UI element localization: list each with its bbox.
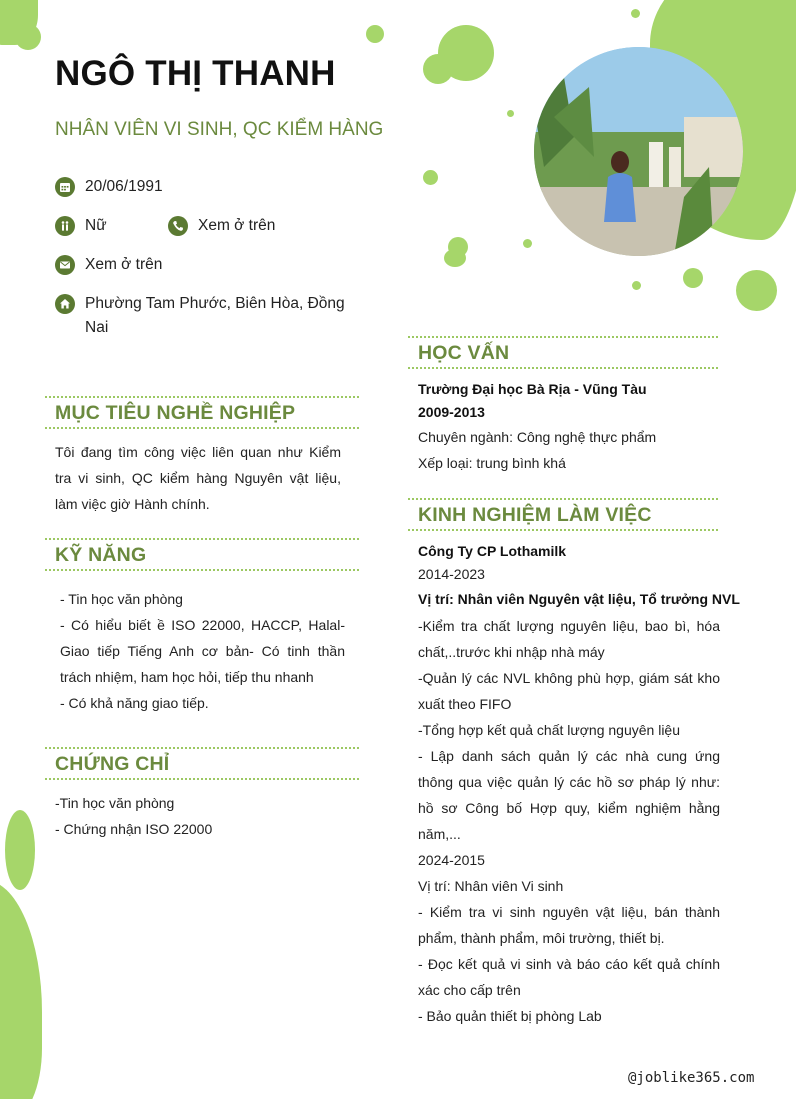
education-years: 2009-2013: [418, 404, 485, 420]
decor-blob-bottom-left: [5, 810, 35, 890]
experience-period: 2014-2023: [418, 566, 485, 582]
school-name: Trường Đại học Bà Rịa - Vũng Tàu: [418, 381, 647, 397]
skill-item: - Có khả năng giao tiếp.: [60, 695, 209, 711]
phone-value: Xem ở trên: [198, 217, 276, 234]
photo-illustration: [534, 47, 743, 256]
decor-dot: [523, 239, 532, 248]
gender-row: [55, 214, 107, 238]
decor-dot: [631, 9, 640, 18]
divider: [408, 529, 718, 531]
email-value: Xem ở trên: [85, 256, 163, 273]
certificate-item: - Chứng nhận ISO 22000: [55, 821, 213, 837]
duty-item: -Kiểm tra chất lượng nguyên liệu, bao bì, hóa chất,..trước khi nhập nhà máy: [418, 618, 720, 660]
decor-dot: [683, 268, 703, 288]
education-title: HỌC VẤN: [418, 342, 510, 364]
email-row: [55, 253, 162, 277]
certificates-list: [55, 790, 345, 842]
divider: [45, 396, 359, 398]
education-major: Chuyên ngành: Công nghệ thực phẩm: [418, 429, 657, 445]
birthday-row: [55, 175, 163, 199]
skills-title: KỸ NĂNG: [55, 544, 147, 566]
duty-item: -Quản lý các NVL không phù hợp, giám sát kho xuất theo FIFO: [418, 670, 720, 712]
divider: [45, 778, 359, 780]
certificates-title: CHỨNG CHỈ: [55, 753, 170, 775]
decor-dot: [507, 110, 514, 117]
address-row: [55, 292, 355, 340]
job-title: NHÂN VIÊN VI SINH, QC KIỂM HÀNG: [55, 119, 384, 140]
decor-dot: [423, 170, 438, 185]
skill-item: - Tin học văn phòng: [60, 591, 183, 607]
decor-blob-bottom-left: [0, 880, 42, 1099]
gender-icon: [55, 216, 75, 236]
decor-dot: [632, 281, 641, 290]
experience-position: Vị trí: Nhân viên Vi sinh: [418, 878, 564, 894]
skills-list: [60, 586, 345, 716]
company-name: Công Ty CP Lothamilk: [418, 543, 567, 559]
envelope-icon: [55, 255, 75, 275]
duty-item: - Bảo quản thiết bị phòng Lab: [418, 1008, 602, 1024]
duty-item: - Đọc kết quả vi sinh và báo cáo kết quả chính xác cho cấp trên: [418, 956, 720, 998]
experience-duties: [418, 613, 720, 1029]
phone-icon: [168, 216, 188, 236]
objective-text: Tôi đang tìm công việc liên quan như Kiểm tra vi sinh, QC kiểm hàng Nguyên vật liệu, làm việc giờ Hành chính.: [55, 444, 341, 512]
decor-dot: [736, 270, 777, 311]
phone-row: [168, 214, 275, 238]
divider: [45, 427, 359, 429]
address-value: Phường Tam Phước, Biên Hòa, Đồng Nai: [85, 295, 345, 336]
experience-title: KINH NGHIỆM LÀM VIỆC: [418, 504, 652, 526]
divider: [408, 498, 718, 500]
decor-dot: [15, 24, 41, 50]
duty-item: - Lập danh sách quản lý các nhà cung ứng thông qua việc quản lý các hồ sơ pháp lý như: hồ sơ Công bố Hợp quy, kiểm nghiệm hằng năm,...: [418, 748, 720, 842]
experience-position: Vị trí: Nhân viên Nguyên vật liệu, Tổ trưởng NVL: [418, 591, 740, 607]
divider: [45, 747, 359, 749]
decor-dot: [366, 25, 384, 43]
candidate-name: NGÔ THỊ THANH: [55, 54, 336, 93]
gender-value: Nữ: [85, 217, 107, 234]
divider: [408, 336, 718, 338]
duty-item: -Tổng hợp kết quả chất lượng nguyên liệu: [418, 722, 681, 738]
duty-item: - Kiểm tra vi sinh nguyên vật liệu, bán thành phẩm, thành phẩm, môi trường, thiết bị.: [418, 904, 720, 946]
birthday-value: 20/06/1991: [85, 178, 163, 195]
skill-item: - Có hiểu biết ề ISO 22000, HACCP, Halal- Giao tiếp Tiếng Anh cơ bản- Có tinh thần trách nhiệm, ham học hỏi, tiếp thu nhanh: [60, 617, 345, 685]
decor-dot: [444, 249, 466, 267]
profile-photo: [534, 47, 743, 256]
watermark: @joblike365.com: [628, 1070, 755, 1086]
decor-dot: [423, 54, 453, 84]
certificate-item: -Tin học văn phòng: [55, 795, 175, 811]
divider: [45, 569, 359, 571]
objective-title: MỤC TIÊU NGHỀ NGHIỆP: [55, 402, 296, 424]
home-icon: [55, 294, 75, 314]
divider: [45, 538, 359, 540]
divider: [408, 367, 718, 369]
education-grade: Xếp loại: trung bình khá: [418, 455, 566, 471]
experience-period: 2024-2015: [418, 852, 485, 868]
calendar-icon: [55, 177, 75, 197]
